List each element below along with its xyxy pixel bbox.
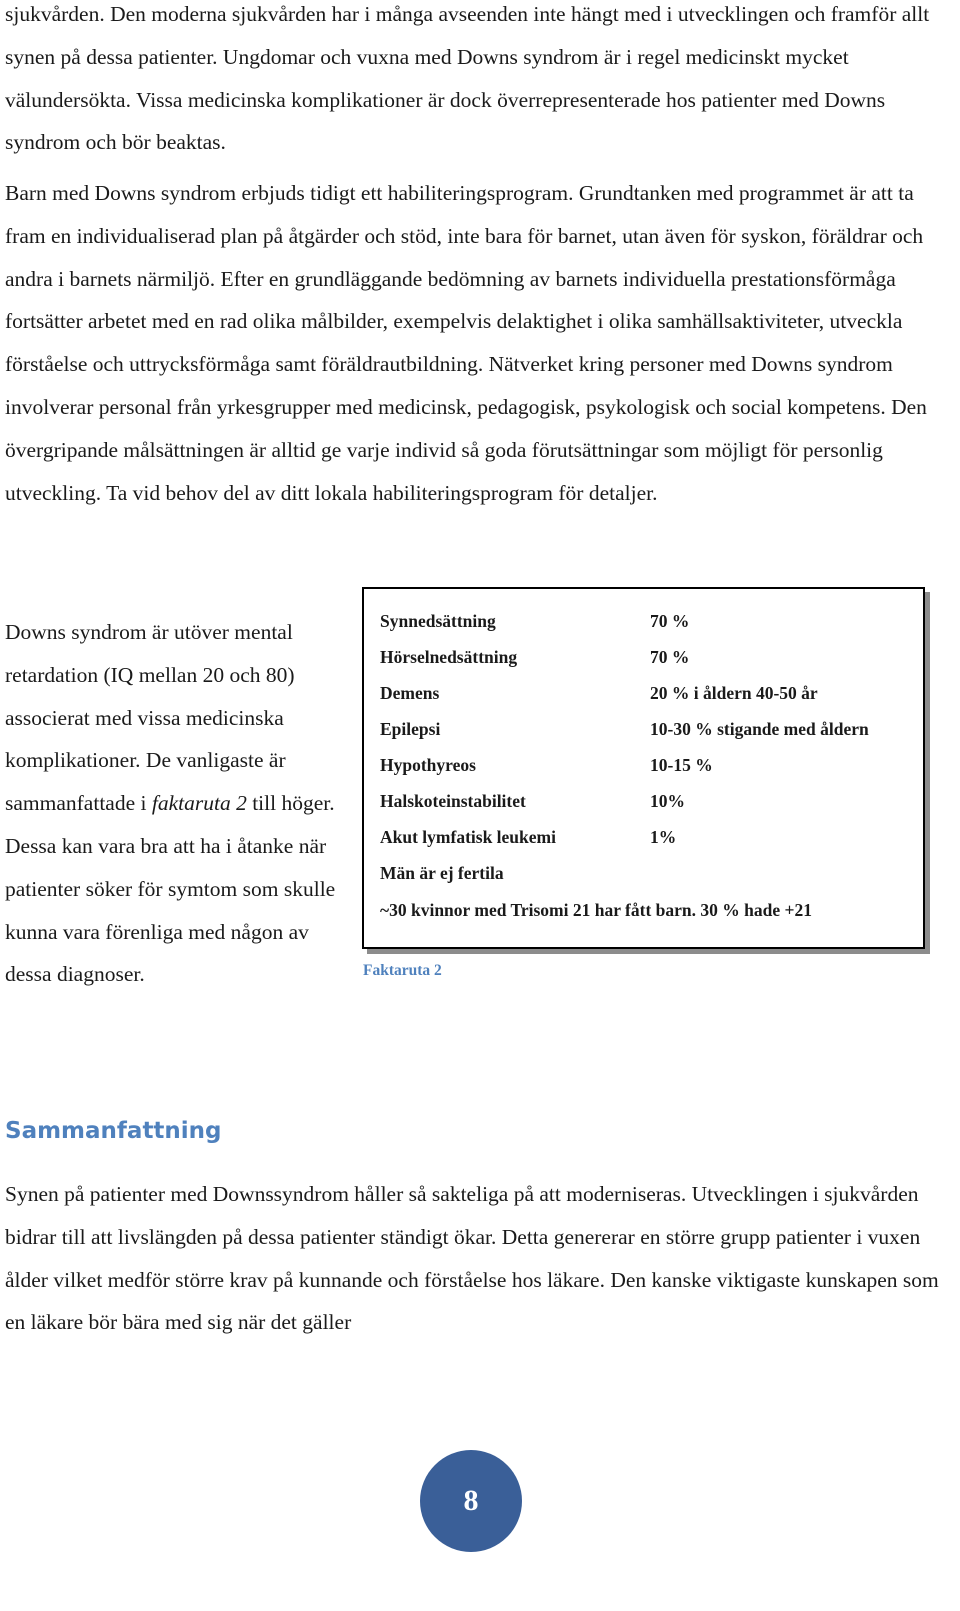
fact-value: 70 % bbox=[650, 611, 690, 631]
paragraph-komplikationer-text-end: till höger. Dessa kan vara bra att ha i åtanke när patienter söker för symtom som skulle kunna vara förenliga med någon av dessa diagnoser. bbox=[5, 791, 336, 987]
page-number: 8 bbox=[463, 1484, 479, 1517]
paragraph-habilitering: Barn med Downs syndrom erbjuds tidigt ett habiliteringsprogram. Grundtanken med programmet är att ta fram en individualiserad plan på åtgärder och stöd, inte bara för barnet, utan även för syskon, föräldrar och andra i barnets närmiljö. Efter en grundläggande bedömning av barnets individuella prestationsförmåga fortsätter arbetet med en rad olika målbilder, exempelvis delaktighet i olika samhällsaktiviteter, utveckla förståelse och uttrycksförmåga samt föräldrautbildning. Nätverket kring personer med Downs syndrom involverar personal från yrkesgrupper med medicinsk, pedagogisk, psykologisk och social kompetens. Den övergripande målsättningen är alltid ge varje individ så goda förutsättningar som möjligt för personlig utveckling. Ta vid behov del av ditt lokala habiliteringsprogram för detaljer. bbox=[5, 181, 927, 505]
section-heading: Sammanfattning bbox=[5, 1118, 222, 1144]
fact-label: Epilepsi bbox=[380, 719, 441, 739]
fact-value: 70 % bbox=[650, 647, 690, 667]
fact-value: 10-15 % bbox=[650, 755, 713, 775]
fact-label: Hypothyreos bbox=[380, 755, 476, 775]
faktaruta-reference: faktaruta 2 bbox=[151, 791, 247, 816]
page-number-badge bbox=[420, 1450, 522, 1552]
fact-value: 10% bbox=[650, 791, 685, 811]
paragraph-komplikationer bbox=[5, 611, 350, 996]
fact-label: Synnedsättning bbox=[380, 611, 496, 631]
fact-note-fertility: Män är ej fertila bbox=[380, 863, 504, 883]
paragraph-intro: sjukvården. Den moderna sjukvården har i många avseenden inte hängt med i utvecklingen och framför allt synen på dessa patienter. Ungdomar och vuxna med Downs syndrom är i regel medicinskt mycket välundersökta. Vissa medicinska komplikationer är dock överrepresenterade hos patienter med Downs syndrom och bör beaktas. bbox=[5, 2, 930, 155]
fact-value: 20 % i åldern 40-50 år bbox=[650, 683, 818, 703]
paragraph-sammanfattning: Synen på patienter med Downssyndrom håller så sakteliga på att moderniseras. Utvecklingen i sjukvården bidrar till att livslängden på dessa patienter ständigt ökar. Detta genererar en större grupp patienter i vuxen ålder vilket medför större krav på kunnande och förståelse hos läkare. Den kanske viktigaste kunskapen som en läkare bör bära med sig när det gäller bbox=[5, 1182, 939, 1335]
fact-label: Akut lymfatisk leukemi bbox=[380, 827, 556, 847]
faktaruta-box bbox=[362, 587, 925, 949]
fact-label: Halskoteinstabilitet bbox=[380, 791, 526, 811]
fact-note-trisomi: ~30 kvinnor med Trisomi 21 har fått barn. 30 % hade +21 bbox=[380, 900, 812, 920]
fact-label: Demens bbox=[380, 683, 440, 703]
fact-value: 1% bbox=[650, 827, 677, 847]
fact-value: 10-30 % stigande med åldern bbox=[650, 719, 869, 739]
fact-label: Hörselnedsättning bbox=[380, 647, 518, 667]
faktaruta-caption: Faktaruta 2 bbox=[363, 962, 442, 979]
paragraph-komplikationer-text: Downs syndrom är utöver mental retardation (IQ mellan 20 och 80) associerat med vissa medicinska komplikationer. De vanligaste är sammanfattade i bbox=[5, 620, 295, 816]
